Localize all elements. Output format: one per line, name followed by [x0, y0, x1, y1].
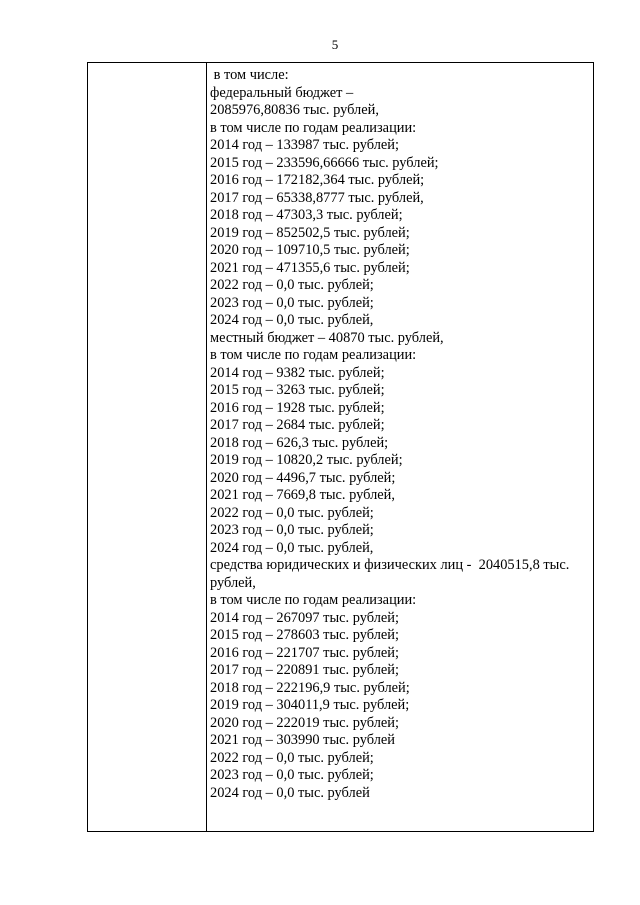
table-left-cell: [88, 63, 206, 831]
funding-line: 2016 год – 172182,364 тыс. рублей;: [210, 172, 425, 188]
funding-details-cell: [210, 67, 589, 802]
funding-line: 2017 год – 220891 тыс. рублей;: [210, 662, 399, 678]
column-divider: [206, 63, 207, 831]
funding-line: в том числе по годам реализации:: [210, 119, 417, 136]
funding-line: средства юридических и физических лиц - 2040515,8 тыс.: [210, 557, 570, 573]
funding-line: в том числе по годам реализации:: [210, 347, 417, 363]
funding-line: федеральный бюджет –: [210, 84, 354, 101]
funding-line: 2014 год – 9382 тыс. рублей;: [210, 364, 385, 381]
page-number: 5: [331, 37, 339, 52]
funding-line: 2085976,80836 тыс. рублей,: [210, 102, 379, 118]
funding-line: 2021 год – 7669,8 тыс. рублей,: [210, 487, 395, 503]
funding-line: 2018 год – 47303,3 тыс. рублей;: [210, 207, 403, 223]
funding-line: рублей,: [210, 574, 256, 591]
funding-line: 2015 год – 3263 тыс. рублей;: [210, 382, 385, 398]
funding-line: 2019 год – 852502,5 тыс. рублей;: [210, 224, 410, 241]
funding-line: 2016 год – 221707 тыс. рублей;: [210, 644, 399, 661]
funding-line: 2021 год – 471355,6 тыс. рублей;: [210, 259, 410, 276]
funding-line: 2014 год – 267097 тыс. рублей;: [210, 609, 399, 626]
funding-line: 2017 год – 65338,8777 тыс. рублей,: [210, 189, 424, 206]
funding-line: 2016 год – 1928 тыс. рублей;: [210, 399, 385, 416]
funding-line: 2021 год – 303990 тыс. рублей: [210, 732, 395, 748]
funding-line: 2020 год – 222019 тыс. рублей;: [210, 714, 399, 731]
funding-line: 2022 год – 0,0 тыс. рублей;: [210, 749, 374, 766]
funding-line: 2018 год – 626,3 тыс. рублей;: [210, 434, 389, 451]
funding-line: 2019 год – 10820,2 тыс. рублей;: [210, 452, 403, 468]
funding-line: 2015 год – 278603 тыс. рублей;: [210, 627, 399, 643]
funding-line: 2019 год – 304011,9 тыс. рублей;: [210, 697, 410, 713]
funding-line: местный бюджет – 40870 тыс. рублей,: [210, 329, 444, 346]
funding-line: 2020 год – 4496,7 тыс. рублей;: [210, 469, 396, 486]
funding-line: 2014 год – 133987 тыс. рублей;: [210, 137, 399, 153]
funding-line: 2024 год – 0,0 тыс. рублей,: [210, 312, 374, 328]
funding-table: [87, 62, 594, 832]
funding-line: 2022 год – 0,0 тыс. рублей;: [210, 504, 374, 521]
funding-line: 2024 год – 0,0 тыс. рублей: [210, 784, 370, 801]
funding-line: 2022 год – 0,0 тыс. рублей;: [210, 277, 374, 293]
funding-line: в том числе по годам реализации:: [210, 592, 417, 608]
funding-line: 2023 год – 0,0 тыс. рублей;: [210, 294, 374, 311]
funding-line: 2015 год – 233596,66666 тыс. рублей;: [210, 154, 439, 171]
funding-line: 2020 год – 109710,5 тыс. рублей;: [210, 242, 410, 258]
funding-line: в том числе:: [210, 67, 289, 83]
funding-line: 2023 год – 0,0 тыс. рублей;: [210, 522, 374, 538]
funding-line: 2018 год – 222196,9 тыс. рублей;: [210, 679, 410, 696]
funding-line: 2023 год – 0,0 тыс. рублей;: [210, 767, 374, 783]
funding-line: 2017 год – 2684 тыс. рублей;: [210, 417, 385, 433]
funding-line: 2024 год – 0,0 тыс. рублей,: [210, 539, 374, 556]
